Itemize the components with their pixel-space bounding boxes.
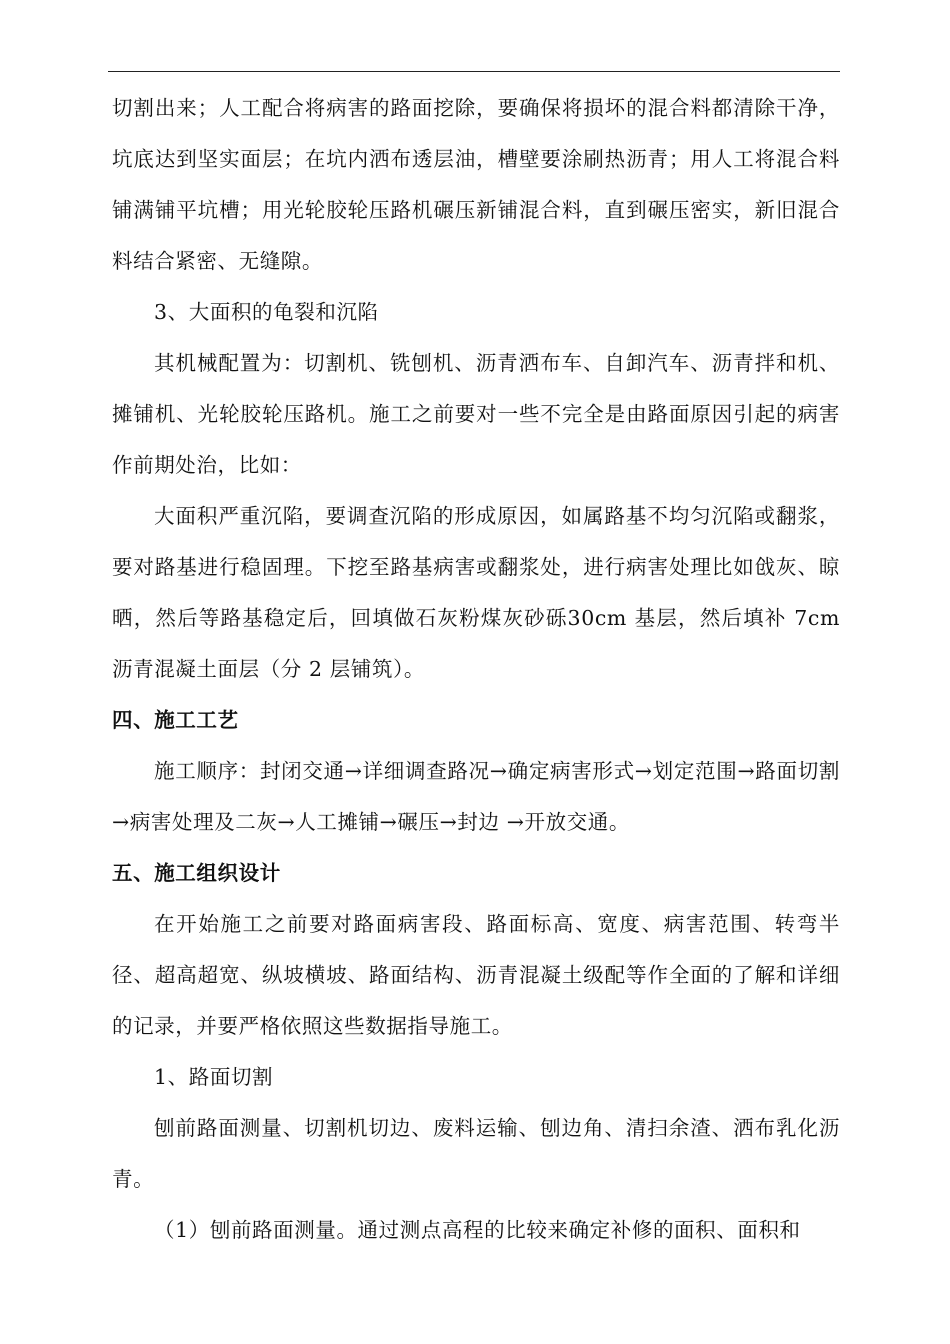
subsection-title-3: 3、大面积的龟裂和沉陷 [154, 300, 379, 324]
section-heading-4: 四、施工工艺 [112, 708, 239, 732]
section-heading-5: 五、施工组织设计 [112, 861, 281, 885]
paragraph-4: 施工顺序：封闭交通→详细调查路况→确定病害形式→划定范围→路面切割→病害处理及二灰→人工摊铺→碾压→封边 →开放交通。 [112, 759, 840, 834]
paragraph-3: 大面积严重沉陷，要调查沉陷的形成原因，如属路基不均匀沉陷或翻浆，要对路基进行稳固理。下挖至路基病害或翻浆处，进行病害处理比如戗灰、晾晒，然后等路基稳定后，回填做石灰粉煤灰砂砾30cm 基层，然后填补 7cm 沥青混凝土面层（分 2 层铺筑）。 [112, 504, 840, 681]
paragraph-6: 刨前路面测量、切割机切边、废料运输、刨边角、清扫余渣、洒布乳化沥青。 [112, 1116, 840, 1191]
header-rule [108, 71, 840, 72]
paragraph-1: 切割出来；人工配合将病害的路面挖除，要确保将损坏的混合料都清除干净，坑底达到坚实面层；在坑内洒布透层油，槽壁要涂刷热沥青；用人工将混合料铺满铺平坑槽；用光轮胶轮压路机碾压新铺混合料，直到碾压密实，新旧混合料结合紧密、无缝隙。 [112, 96, 840, 273]
paragraph-5: 在开始施工之前要对路面病害段、路面标高、宽度、病害范围、转弯半径、超高超宽、纵坡横坡、路面结构、沥青混凝土级配等作全面的了解和详细的记录，并要严格依照这些数据指导施工。 [112, 912, 840, 1038]
paragraph-7: （1）刨前路面测量。通过测点高程的比较来确定补修的面积、面积和 [154, 1218, 801, 1242]
document-body [112, 83, 840, 1256]
subsection-title-1: 1、路面切割 [154, 1065, 274, 1089]
paragraph-2: 其机械配置为：切割机、铣刨机、沥青洒布车、自卸汽车、沥青拌和机、摊铺机、光轮胶轮压路机。施工之前要对一些不完全是由路面原因引起的病害作前期处治，比如： [112, 351, 840, 477]
